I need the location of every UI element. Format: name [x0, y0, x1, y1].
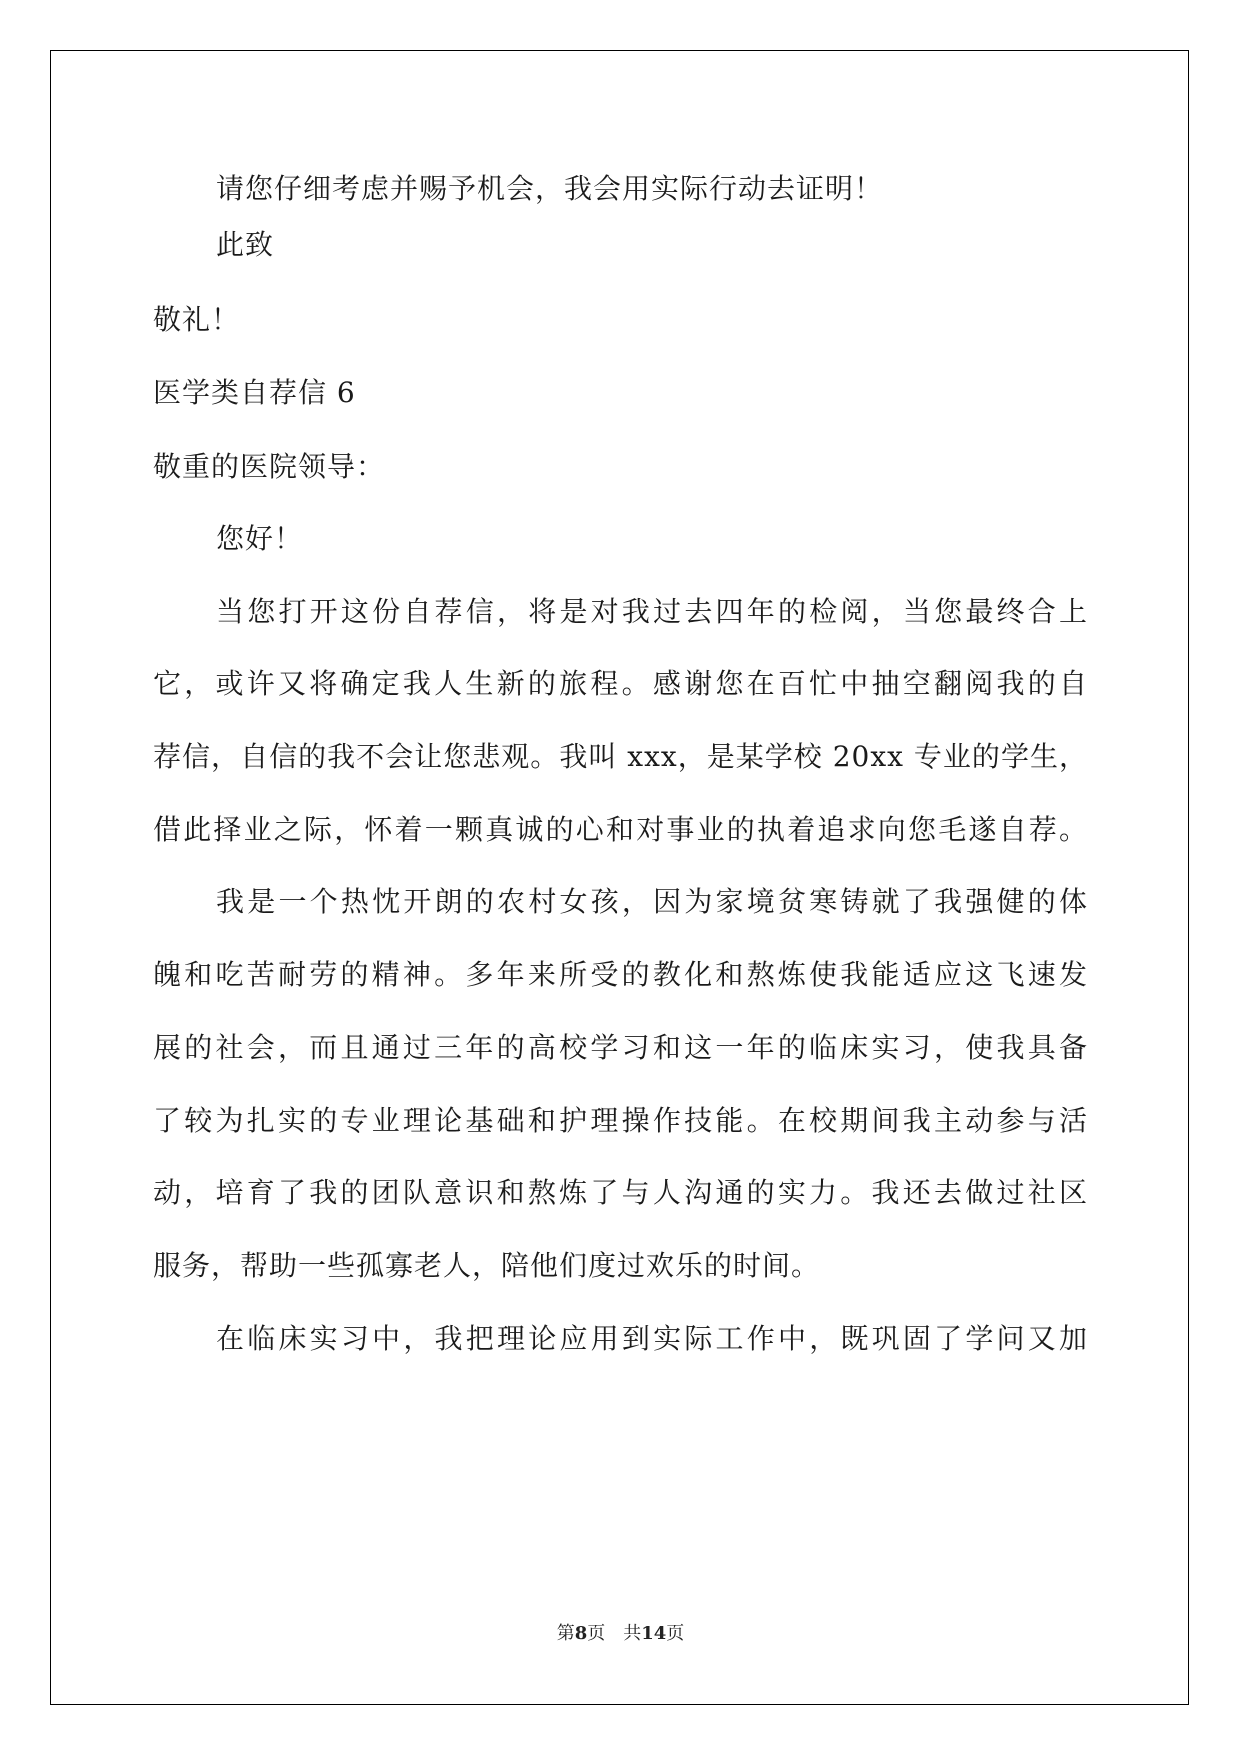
section-heading: 医学类自荐信 6 [153, 376, 356, 409]
paragraph-line: 动，培育了我的团队意识和熬炼了与人沟通的实力。我还去做过社区 [153, 1176, 1088, 1209]
page-footer [0, 1619, 1241, 1645]
greeting: 您好！ [216, 522, 304, 555]
footer-page-total: 14 [641, 1623, 667, 1644]
footer-page-mid: 页 共 [587, 1623, 642, 1644]
paragraph-line: 了较为扎实的专业理论基础和护理操作技能。在校期间我主动参与活 [153, 1104, 1088, 1137]
footer-page-suffix: 页 [666, 1623, 685, 1644]
paragraph-line: 在临床实习中，我把理论应用到实际工作中，既巩固了学问又加 [216, 1322, 1088, 1355]
paragraph-line: 我是一个热忱开朗的农村女孩，因为家境贫寒铸就了我强健的体 [216, 885, 1088, 918]
paragraph-line: 荐信，自信的我不会让您悲观。我叫 xxx，是某学校 20xx 专业的学生， [153, 740, 1088, 773]
closing-sentence: 请您仔细考虑并赐予机会，我会用实际行动去证明！ [216, 172, 884, 205]
paragraph-line: 展的社会，而且通过三年的高校学习和这一年的临床实习，使我具备 [153, 1031, 1088, 1064]
footer-page-prefix: 第 [556, 1623, 575, 1644]
page-border [50, 50, 1189, 1705]
paragraph-line: 服务，帮助一些孤寡老人，陪他们度过欢乐的时间。 [153, 1249, 821, 1282]
paragraph-line: 魄和吃苦耐劳的精神。多年来所受的教化和熬炼使我能适应这飞速发 [153, 958, 1088, 991]
paragraph-line: 当您打开这份自荐信，将是对我过去四年的检阅，当您最终合上 [216, 595, 1088, 628]
letter-addressee: 敬重的医院领导： [153, 450, 386, 483]
salutation-cizhi: 此致 [216, 228, 275, 261]
footer-page-current: 8 [574, 1623, 588, 1644]
salutation-jingli: 敬礼！ [153, 303, 241, 336]
paragraph-line: 借此择业之际，怀着一颗真诚的心和对事业的执着追求向您毛遂自荐。 [153, 813, 1088, 846]
paragraph-line: 它，或许又将确定我人生新的旅程。感谢您在百忙中抽空翻阅我的自 [153, 667, 1088, 700]
